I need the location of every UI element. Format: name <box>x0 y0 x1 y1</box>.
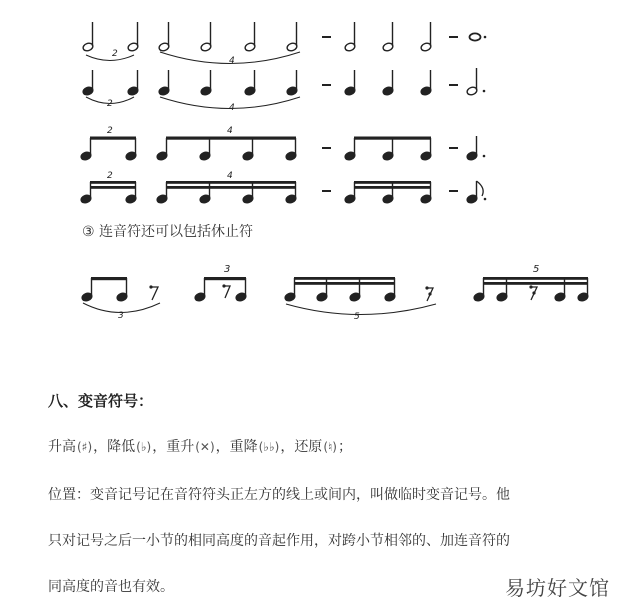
paragraph-line-3: 同高度的音也有效。 <box>48 579 174 595</box>
section-title: 八、变音符号： <box>48 392 154 410</box>
double-flat-symbol: (♭♭) <box>258 440 280 454</box>
row3-quarter-dotted <box>466 136 485 161</box>
row4-tuplet-label-2: 2 <box>107 171 113 181</box>
row1-result-notes <box>344 22 432 52</box>
row3-tuplet-label-4: 4 <box>227 126 233 136</box>
double-sharp-label: 重升 <box>166 439 195 455</box>
row2-result-notes <box>344 70 432 96</box>
sharp-label: 升高 <box>48 439 76 455</box>
rest-tuplet-label-b: 3 <box>224 264 231 275</box>
watermark-logo: 易坊好文馆 <box>505 576 610 600</box>
natural-label: 还原 <box>294 439 323 455</box>
row4-tuplet-2 <box>80 181 137 204</box>
rest-tuplet-caption: ③ 连音符还可以包括休止符 <box>82 224 254 240</box>
double-flat-label: 重降 <box>229 439 258 455</box>
separator: ， <box>93 439 108 455</box>
row3-tuplet-4 <box>156 137 297 162</box>
row2-tuplet-label-4: 4 <box>229 103 235 113</box>
row1-tuplet-label-4: 4 <box>229 56 235 66</box>
row2-tuplet-label-2: 2 <box>107 99 113 109</box>
row4-result-notes <box>344 181 432 204</box>
row3-tuplet-label-2: 2 <box>107 126 113 136</box>
rest-tuplet-label-a: 3 <box>118 311 124 321</box>
flat-symbol: (♭) <box>136 440 152 454</box>
separator: ， <box>215 439 230 455</box>
row3-result-notes <box>344 137 432 162</box>
row4-eighth-dotted <box>466 181 486 204</box>
rest-tuplet-a <box>81 277 160 313</box>
rest-tuplet-d <box>473 277 589 302</box>
row4-tuplet-label-4: 4 <box>227 171 233 181</box>
double-sharp-symbol: (✕) <box>195 440 215 454</box>
rest-tuplet-b <box>194 277 247 302</box>
row3-tuplet-2 <box>80 137 137 162</box>
separator: ， <box>280 439 295 455</box>
rest-tuplet-c <box>284 277 436 315</box>
separator: ， <box>152 439 167 455</box>
row1-tuplet-2 <box>82 22 139 61</box>
flat-label: 降低 <box>107 439 136 455</box>
sharp-symbol: (♯) <box>77 440 93 454</box>
paragraph-line-2: 只对记号之后一小节的相同高度的音起作用，对跨小节相邻的、加连音符的 <box>48 533 510 549</box>
rest-tuplet-label-d: 5 <box>533 264 540 275</box>
row1-tuplet-label-2: 2 <box>112 49 118 59</box>
row4-tuplet-4 <box>156 181 297 204</box>
line-end: ； <box>337 439 352 455</box>
row1-whole-dotted <box>470 33 487 40</box>
rest-tuplet-label-c: 5 <box>354 312 360 322</box>
row2-half-dotted <box>466 68 485 96</box>
paragraph-line-1: 位置：变音记号记在音符符头正左方的线上或间内，叫做临时变音记号。他 <box>48 487 510 503</box>
accidentals-line <box>48 436 352 456</box>
natural-symbol: (♮) <box>323 440 337 454</box>
